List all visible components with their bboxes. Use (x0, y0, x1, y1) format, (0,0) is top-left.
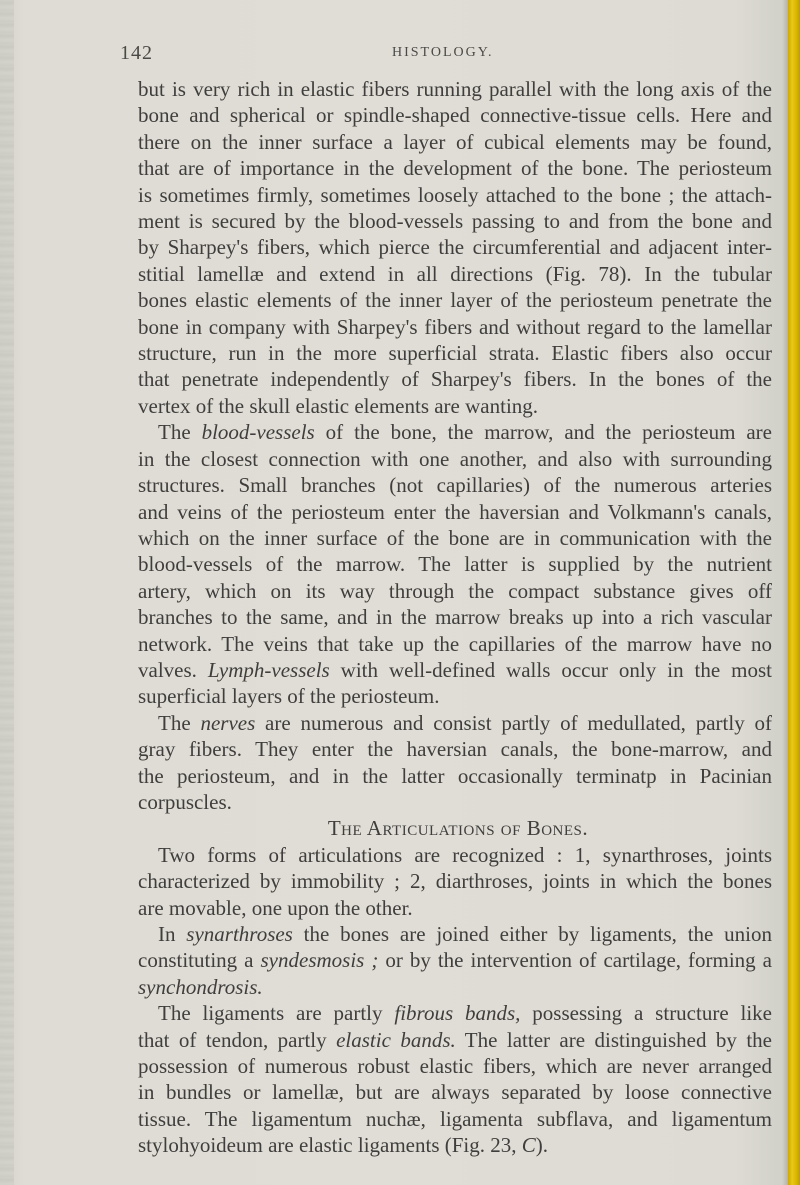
italic-term: elastic bands. (336, 1027, 456, 1052)
text-run: which on the inner surface of the bone are in communication with the (138, 525, 772, 550)
text-line (138, 710, 772, 736)
text-line (138, 366, 772, 392)
text-line (138, 234, 772, 260)
text-run: characterized by immobility ; 2, diarthroses, joints in which the bones (138, 869, 772, 894)
text-run: The (158, 710, 201, 735)
italic-term: fibrous bands, (394, 1001, 521, 1026)
text-run: are numerous and consist partly of medullated, partly of (255, 710, 772, 735)
text-line (138, 683, 772, 709)
text-line (138, 868, 772, 894)
text-line (138, 1000, 772, 1026)
text-run: that of tendon, partly (138, 1027, 337, 1052)
text-line (138, 1132, 772, 1158)
running-head (120, 42, 750, 66)
italic-term: syndesmosis ; (260, 948, 379, 973)
text-run: the bones are joined either by ligaments, the union (292, 922, 772, 946)
text-run: there on the inner surface a layer of cubical elements may be found, (138, 129, 772, 154)
text-line (138, 974, 772, 1000)
italic-term: Lymph-vessels (207, 657, 330, 682)
text-run: In (158, 922, 187, 946)
text-run: ). (535, 1133, 549, 1158)
italic-term: C (521, 1133, 536, 1158)
text-line (138, 287, 772, 313)
text-run: The ligaments are partly (158, 1001, 395, 1026)
text-run: gray fibers. They enter the haversian canals, the bone-marrow, and (138, 737, 772, 762)
text-line (138, 631, 772, 657)
text-run: bone and spherical or spindle-shaped connective-tissue cells. Here and (138, 103, 772, 128)
text-run: in bundles or lamellæ, but are always separated by loose connective (138, 1080, 772, 1105)
text-run: bone in company with Sharpey's fibers and without regard to the lamellar (138, 314, 772, 339)
text-line (138, 340, 772, 366)
text-line (138, 261, 772, 287)
text-line (138, 1079, 772, 1105)
text-run: vertex of the skull elastic elements are wanting. (138, 393, 539, 418)
text-run: constituting a (138, 948, 261, 973)
italic-term: blood-vessels (201, 420, 315, 445)
text-run: stylohyoideum are elastic ligaments (Fig. 23, (138, 1133, 522, 1158)
text-run: stitial lamellæ and extend in all directions (Fig. 78). In the tubular (138, 261, 772, 286)
text-run: blood-vessels of the marrow. The latter is supplied by the nutrient (138, 552, 772, 577)
text-line (138, 76, 772, 102)
text-run: valves. (138, 657, 208, 682)
text-line (138, 736, 772, 762)
text-run: possessing a structure like (520, 1001, 773, 1026)
running-head-title: HISTOLOGY. (392, 45, 494, 60)
text-line (138, 208, 772, 234)
text-line (138, 1027, 772, 1053)
text-line (138, 446, 772, 472)
text-run: with well-defined walls occur only in the most (329, 657, 772, 682)
body-text (138, 76, 772, 1159)
text-line (138, 578, 772, 604)
text-line (138, 1053, 772, 1079)
text-run: tissue. The ligamentum nuchæ, ligamenta subflava, and ligamentum (138, 1106, 772, 1131)
page-binding-edge (0, 0, 14, 1185)
italic-term: synarthroses (186, 922, 293, 946)
text-line (138, 604, 772, 630)
text-line (138, 842, 772, 868)
text-run: possession of numerous robust elastic fibers, which are never arranged (138, 1054, 772, 1079)
text-run: by Sharpey's fibers, which pierce the circumferential and adjacent inter- (138, 235, 772, 260)
text-run: structures. Small branches (not capillaries) of the numerous arteries (138, 473, 772, 498)
text-run: is sometimes firmly, sometimes loosely attached to the bone ; the attach- (138, 182, 772, 207)
text-run: that penetrate independently of Sharpey's fibers. In the bones of the (138, 367, 772, 392)
text-run: artery, which on its way through the compact substance gives off (138, 578, 772, 603)
text-line (138, 102, 772, 128)
text-line (138, 789, 772, 815)
text-line (138, 182, 772, 208)
page-number: 142 (120, 42, 153, 64)
text-run: network. The veins that take up the capillaries of the marrow have no (138, 631, 772, 656)
text-line (138, 393, 772, 419)
text-run: The (158, 420, 202, 445)
text-run: that are of importance in the development of the bone. The periosteum (138, 156, 772, 181)
text-run: The Articulations of Bones. (327, 816, 589, 841)
text-line (138, 551, 772, 577)
text-run: and veins of the periosteum enter the haversian and Volkmann's canals, (138, 499, 772, 524)
gilt-page-edge (788, 0, 800, 1185)
text-run: superficial layers of the periosteum. (138, 684, 440, 709)
text-run: of the bone, the marrow, and the periosteum are (314, 420, 772, 445)
text-run: the periosteum, and in the latter occasionally terminatp in Pacinian (138, 763, 772, 788)
text-line (138, 763, 772, 789)
text-line (138, 525, 772, 551)
text-run: in the closest connection with one another, and also with surrounding (138, 446, 772, 471)
text-run: ment is secured by the blood-vessels passing to and from the bone and (138, 209, 772, 234)
text-run: but is very rich in elastic fibers running parallel with the long axis of the (138, 77, 772, 101)
text-run: structure, run in the more superficial strata. Elastic fibers also occur (138, 341, 772, 366)
text-run: are movable, one upon the other. (138, 895, 413, 920)
text-line (138, 921, 772, 947)
text-run: bones elastic elements of the inner layer of the periosteum penetrate the (138, 288, 772, 313)
italic-term: nerves (200, 710, 256, 735)
text-run: Two forms of articulations are recognized : 1, synarthroses, joints (158, 842, 772, 867)
text-line (138, 419, 772, 445)
text-line (138, 947, 772, 973)
text-line (138, 472, 772, 498)
italic-term: synchondrosis. (138, 974, 263, 999)
text-line (138, 1106, 772, 1132)
text-run: The latter are distinguished by the (455, 1027, 772, 1052)
text-run: corpuscles. (138, 789, 232, 814)
text-line (138, 314, 772, 340)
text-run: or by the intervention of cartilage, forming a (378, 948, 772, 973)
text-run: branches to the same, and in the marrow breaks up into a rich vascular (138, 605, 772, 630)
section-heading (138, 815, 772, 841)
text-line (138, 895, 772, 921)
text-line (138, 499, 772, 525)
text-line (138, 129, 772, 155)
text-line (138, 155, 772, 181)
text-line (138, 657, 772, 683)
